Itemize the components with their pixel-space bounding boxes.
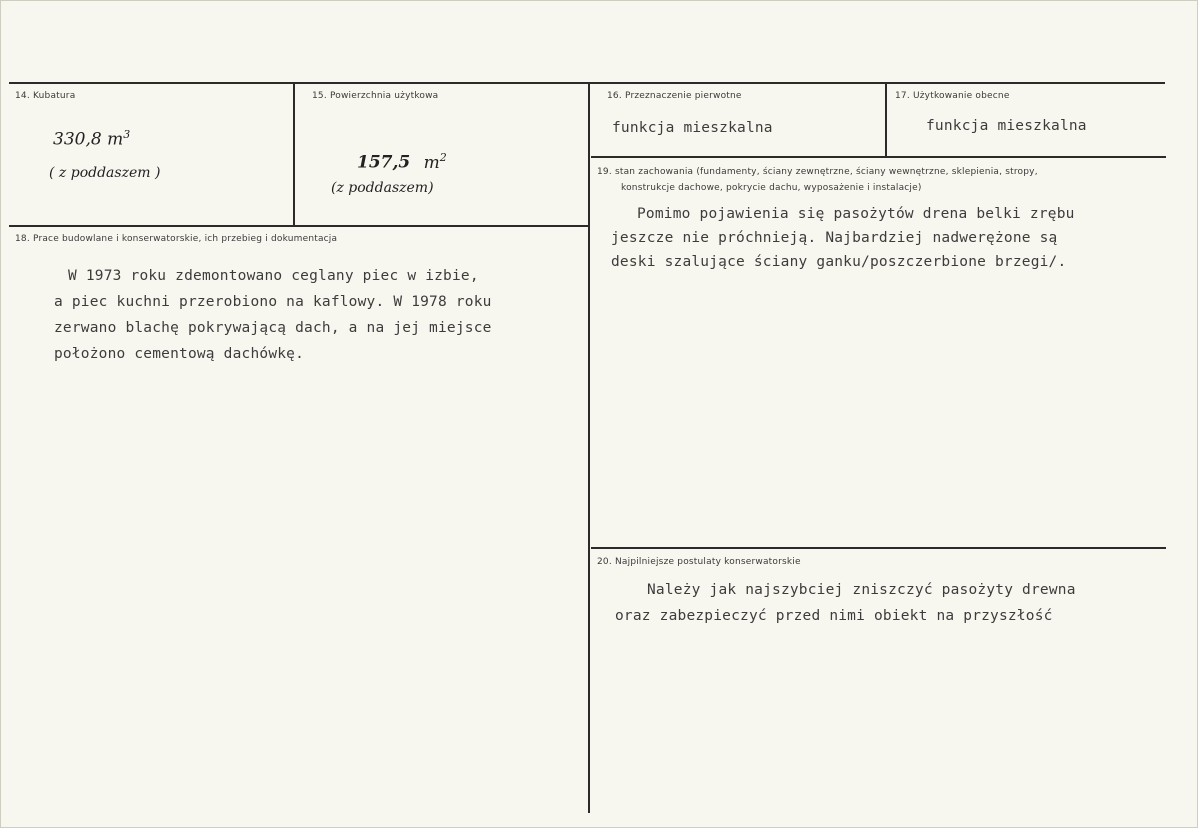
field-16-value: funkcja mieszkalna xyxy=(612,120,773,136)
field-18-line: W 1973 roku zdemontowano ceglany piec w izbie, xyxy=(68,268,479,284)
field-19-line: Pomimo pojawienia się pasożytów drena belki zrębu xyxy=(637,206,1075,222)
field-15-value xyxy=(357,151,447,173)
field-14-value xyxy=(53,128,130,150)
field-19-line: deski szalujące ściany ganku/poszczerbione brzegi/. xyxy=(611,254,1067,270)
field-14-unit-exp: 3 xyxy=(123,128,131,141)
field-19-label-line1: 19. stan zachowania (fundamenty, ściany zewnętrzne, ściany wewnętrzne, sklepienia, stropy, xyxy=(597,167,1038,177)
field-19-label-line2: konstrukcje dachowe, pokrycie dachu, wyposażenie i instalacje) xyxy=(621,183,922,193)
field-15-unit-exp: 2 xyxy=(439,151,447,164)
field-18-line: położono cementową dachówkę. xyxy=(54,346,305,362)
field-18-line: zerwano blachę pokrywającą dach, a na jej miejsce xyxy=(54,320,492,336)
row3-rule-right xyxy=(591,547,1166,549)
field-14-number: 330,8 xyxy=(53,129,102,150)
main-divider xyxy=(588,83,590,813)
field-19-text xyxy=(611,202,1075,274)
field-19-line: jeszcze nie próchnieją. Najbardziej nadwerężone są xyxy=(611,230,1058,246)
field-16-label: 16. Przeznaczenie pierwotne xyxy=(607,91,742,101)
field-17-label: 17. Użytkowanie obecne xyxy=(895,91,1010,101)
field-20-line: Należy jak najszybciej zniszczyć pasożyty drewna xyxy=(647,582,1076,598)
field-14-label: 14. Kubatura xyxy=(15,91,76,101)
field-18-line: a piec kuchni przerobiono na kaflowy. W 1978 roku xyxy=(54,294,492,310)
field-14-note: ( z poddaszem ) xyxy=(49,165,161,181)
field-14-unit: m xyxy=(107,129,124,150)
field-18-label: 18. Prace budowlane i konserwatorskie, ich przebieg i dokumentacja xyxy=(15,234,338,244)
divider-14-15 xyxy=(293,83,295,226)
field-18-text xyxy=(54,263,492,367)
field-15-note: (z poddaszem) xyxy=(331,180,434,196)
divider-16-17 xyxy=(885,83,887,157)
field-15-unit: m xyxy=(423,152,440,173)
field-15-number: 157,5 xyxy=(357,152,411,173)
field-19-label xyxy=(597,164,1038,196)
field-20-label: 20. Najpilniejsze postulaty konserwatorskie xyxy=(597,557,801,567)
field-15-label: 15. Powierzchnia użytkowa xyxy=(312,91,439,101)
row2-rule-right xyxy=(591,156,1166,158)
row2-rule-left xyxy=(9,225,588,227)
field-20-line: oraz zabezpieczyć przed nimi obiekt na przyszłość xyxy=(615,608,1053,624)
top-rule xyxy=(9,82,1165,84)
field-17-value: funkcja mieszkalna xyxy=(926,118,1087,134)
field-20-text xyxy=(615,577,1076,629)
